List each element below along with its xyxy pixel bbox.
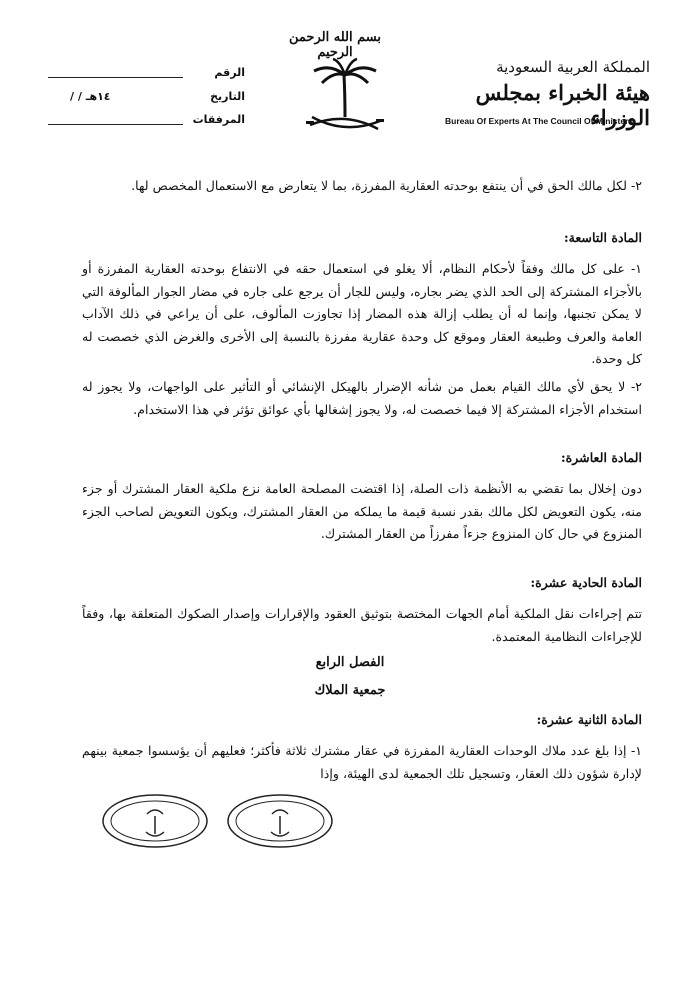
article-12-clause-1: ١- إذا بلغ عدد ملاك الوحدات العقارية المفرزة في عقار مشترك ثلاثة فأكثر؛ فعليهم أن يؤسسوا جمعية بينهم لإدارة شؤون ذلك العقار، وتسجيل تلك الجمعية لدى الهيئة، وإذا	[82, 743, 642, 781]
article-9-clause-2: ٢- لا يحق لأي مالك القيام بعمل من شأنه الإضرار بالهيكل الإنشائي أو التأثير على الواجهات، ولا يجوز له استخدام الأجزاء المشتركة إلا فيما خصصت له، ولا يجوز إشغالها بأي عوائق تؤثر في هذا الاستخدام.	[82, 379, 642, 417]
basmala: بسم الله الرحمن الرحيم	[289, 30, 381, 60]
number-line	[48, 76, 183, 78]
seal-stamp-left	[100, 792, 210, 850]
kingdom-name: المملكة العربية السعودية	[496, 58, 650, 76]
saudi-emblem-icon	[300, 55, 390, 135]
article-11-text: تتم إجراءات نقل الملكية أمام الجهات المختصة بتوثيق العقود والإقرارات وإصدار الصكوك المتعلقة بها، وفقاً للإجراءات النظامية المعتمدة.	[82, 606, 642, 644]
chapter-title: جمعية الملاك	[314, 683, 386, 698]
bureau-name-arabic: هيئة الخبراء بمجلس الوزراء	[475, 80, 650, 130]
seal-stamp-right	[225, 792, 335, 850]
article-10-heading: المادة العاشرة:	[560, 450, 642, 465]
article-11-heading: المادة الحادية عشرة:	[530, 575, 642, 590]
article-9-clause-1: ١- على كل مالك وفقاً لأحكام النظام، ألا يغلو في استعمال حقه في الانتفاع بوحدته العقارية المفرزة أو بالأجزاء المشتركة إلى الحد الذي يضر بجاره، وليس للجار أن يرجع على جاره في مضار الجوار المألوفة التي لا يمكن تجنبها، وإنما له أن يطلب إزالة هذه المضار إذا تجاوزت المألوف، على أن يراعي في ذلك الآداب العامة والعرف وطبيعة العقار وموقع كل وحدة عقارية مفرزة بالنسبة إلى الأخرى والغرض الذي خصصت له كل وحدة.	[82, 261, 642, 366]
article-10-text: دون إخلال بما تقضي به الأنظمة ذات الصلة، إذا اقتضت المصلحة العامة نزع ملكية العقار المشترك أو جزء منه، يكون التعويض لكل مالك بقدر نسبة قيمة ما يملكه من العقار المشترك، ويكون التعويض لصاحب الجزء المنزوع في حال كان المنزوع جزءاً مفرزاً من العقار المشترك.	[82, 481, 642, 541]
attachments-label: المرفقات	[192, 113, 245, 126]
article-8-clause-2: ٢- لكل مالك الحق في أن ينتفع بوحدته العقارية المفرزة، بما لا يتعارض مع الاستعمال المخصص لها.	[131, 178, 642, 193]
bureau-name-english: Bureau Of Experts At The Council Of Ministers	[445, 116, 634, 126]
attachments-line	[48, 123, 183, 125]
date-value: / / ١٤هـ	[70, 90, 111, 103]
number-label: الرقم	[214, 66, 245, 79]
chapter-number: الفصل الرابع	[315, 655, 385, 670]
article-9-heading: المادة التاسعة:	[563, 230, 642, 245]
date-label: التاريخ	[210, 90, 245, 103]
article-12-heading: المادة الثانية عشرة:	[536, 712, 642, 727]
